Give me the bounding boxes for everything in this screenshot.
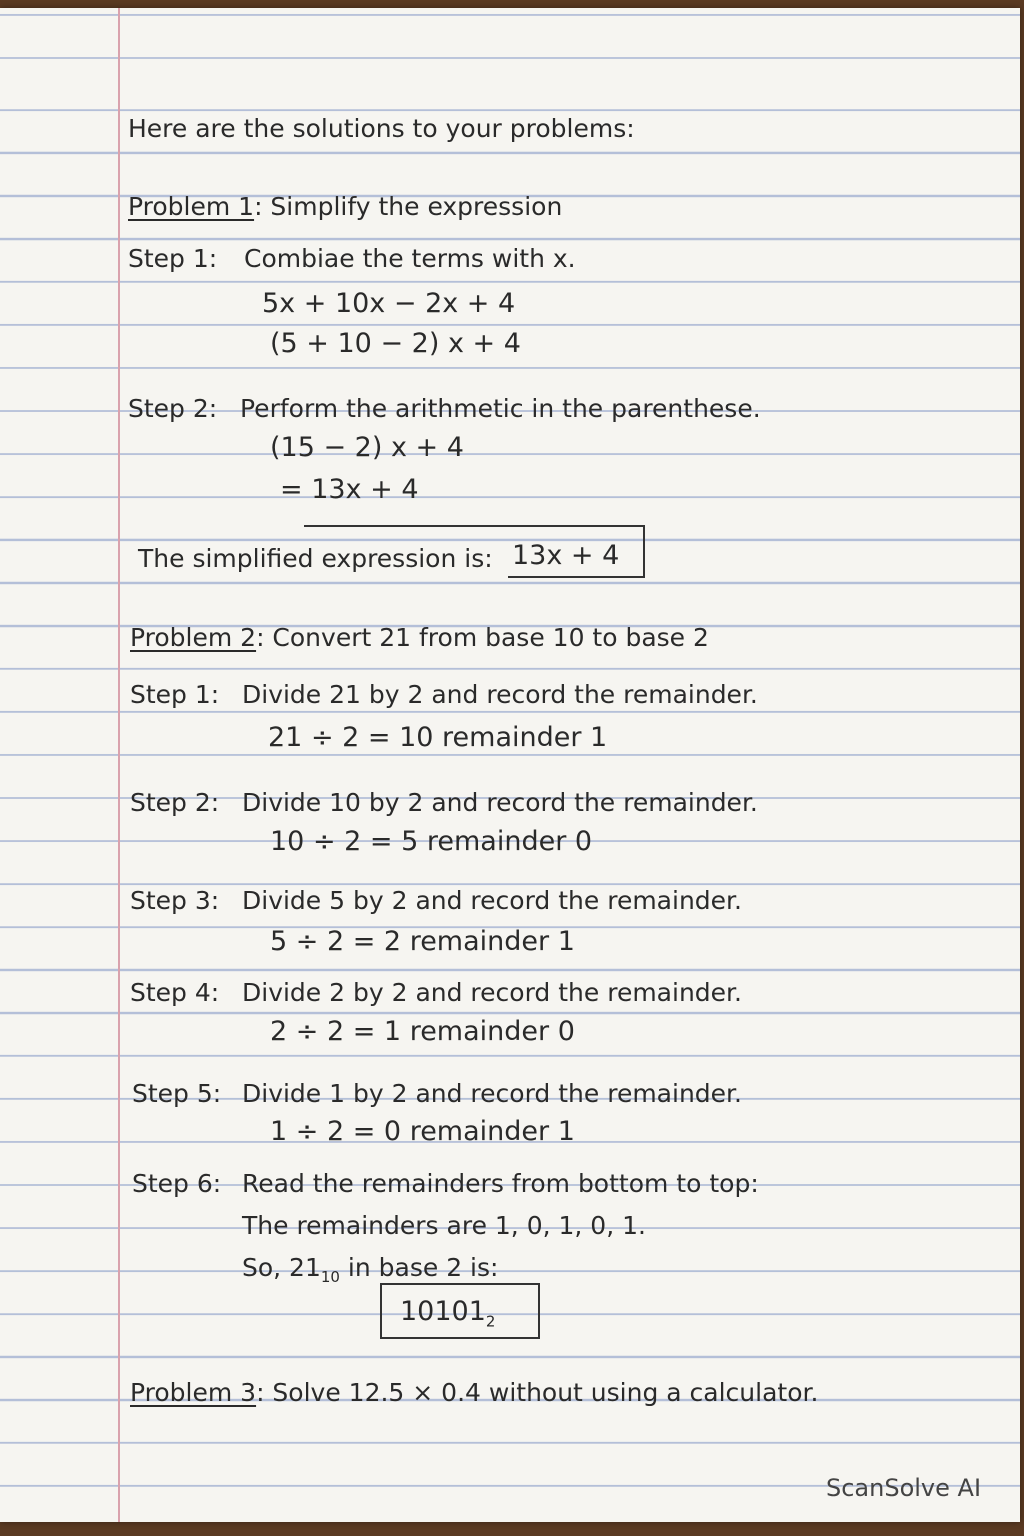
margin-line [118,8,120,1522]
p1-step-2-text: Perform the arithmetic in the parenthese. [240,394,761,423]
p2-answer-digits: 10101 [400,1296,486,1327]
p2-step-6-text: Read the remainders from bottom to top: [242,1169,759,1198]
problem-3-title: : Solve 12.5 × 0.4 without using a calculator. [256,1378,819,1407]
p2-step-1-text: Divide 21 by 2 and record the remainder. [242,680,758,709]
brand-watermark: ScanSolve AI [826,1474,982,1502]
p2-step-3-text: Divide 5 by 2 and record the remainder. [242,886,742,915]
answer-box-top-line [304,525,644,527]
p2-step-5-label: Step 5: [132,1079,222,1108]
p2-step-4-text: Divide 2 by 2 and record the remainder. [242,978,742,1007]
problem-3-header [130,1380,818,1405]
p2-step-3-equation: 5 ÷ 2 = 2 remainder 1 [270,926,575,957]
p2-step-5-equation: 1 ÷ 2 = 0 remainder 1 [270,1116,575,1147]
p2-step-1-equation: 21 ÷ 2 = 10 remainder 1 [268,722,608,753]
problem-2-heading: Problem 2 [130,623,257,652]
problem-2-title: : Convert 21 from base 10 to base 2 [256,623,709,652]
answer-box-bottom-line [508,576,645,578]
p2-step-6-conclusion-post: in base 2 is: [339,1253,499,1282]
problem-1-heading: Problem 1 [128,192,255,221]
p2-step-6-remainders: The remainders are 1, 0, 1, 0, 1. [242,1211,646,1240]
p2-step-4-equation: 2 ÷ 2 = 1 remainder 0 [270,1016,575,1047]
problem-3-heading: Problem 3 [130,1378,257,1407]
notebook-page [0,8,1020,1522]
problem-2-header [130,625,709,650]
p1-step-1-equation-2: (5 + 10 − 2) x + 4 [270,328,521,359]
problem-1-header [128,194,562,219]
p1-answer: 13x + 4 [512,540,620,571]
p1-step-1-text: Combiae the terms with x. [244,244,576,273]
p1-step-2-label: Step 2: [128,394,218,423]
p2-answer-base: 2 [485,1312,496,1331]
problem-1-title: : Simplify the expression [254,192,563,221]
p2-step-4-label: Step 4: [130,978,220,1007]
p2-step-2-text: Divide 10 by 2 and record the remainder. [242,788,758,817]
p1-step-1-label: Step 1: [128,244,218,273]
p2-step-6-conclusion-pre: So, 21 [242,1253,321,1282]
p2-step-2-label: Step 2: [130,788,220,817]
p2-answer [400,1298,495,1329]
p2-step-1-label: Step 1: [130,680,220,709]
p1-step-1-equation-1: 5x + 10x − 2x + 4 [262,288,516,319]
p2-step-5-text: Divide 1 by 2 and record the remainder. [242,1079,742,1108]
p2-step-3-label: Step 3: [130,886,220,915]
answer-box-right-line [643,525,645,577]
intro-text: Here are the solutions to your problems: [128,114,635,143]
p1-step-2-equation-1: (15 − 2) x + 4 [270,432,464,463]
p2-step-6-conclusion-sub: 10 [320,1268,340,1286]
p2-step-6-label: Step 6: [132,1169,222,1198]
p1-answer-label: The simplified expression is: [138,544,493,573]
p1-step-2-equation-2: = 13x + 4 [280,474,419,505]
p2-step-2-equation: 10 ÷ 2 = 5 remainder 0 [270,826,593,857]
p2-step-6-conclusion [242,1255,498,1285]
